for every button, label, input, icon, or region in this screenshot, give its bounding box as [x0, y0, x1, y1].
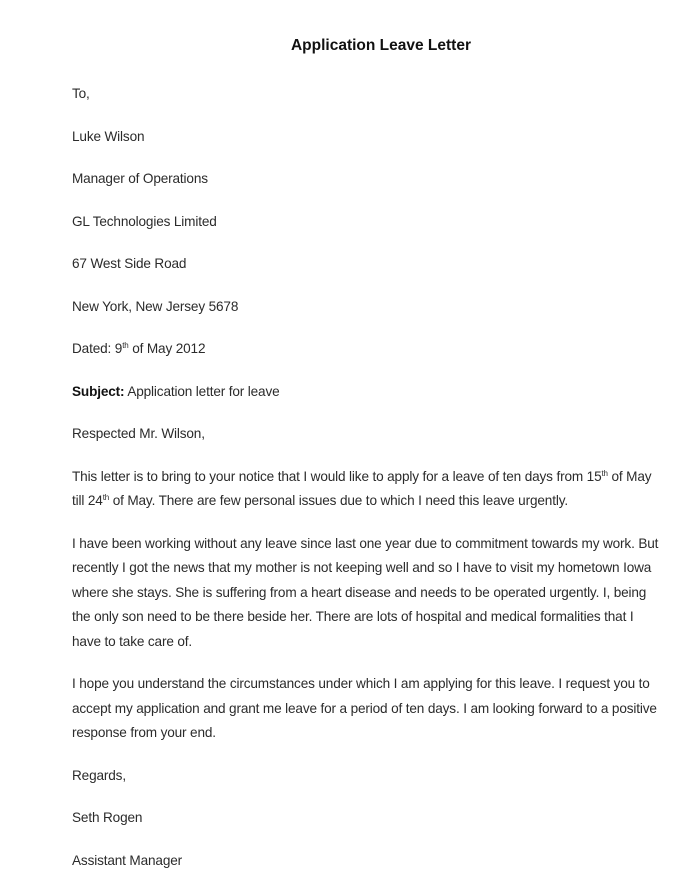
text-segment: To, — [72, 86, 90, 101]
text-line — [72, 697, 692, 722]
text-line — [72, 295, 692, 320]
ordinal-suffix: th — [601, 468, 608, 478]
letter-paragraph — [72, 465, 692, 514]
text-line — [72, 125, 692, 150]
text-segment: I have been working without any leave since last one year due to commitment towards my work. But — [72, 535, 659, 551]
text-segment: Dated: 9 — [72, 341, 123, 356]
text-segment: Luke Wilson — [72, 128, 145, 144]
letter-paragraph — [72, 167, 692, 192]
text-segment: Respected Mr. Wilson, — [72, 426, 205, 441]
text-line — [72, 380, 692, 405]
label-bold: Subject: — [72, 383, 125, 399]
letter-paragraph — [72, 672, 692, 746]
text-segment: of May 2012 — [128, 341, 206, 356]
text-line — [72, 605, 692, 630]
text-line — [72, 167, 692, 192]
text-segment: have to take care of. — [72, 633, 193, 649]
text-line — [72, 849, 692, 874]
letter-body — [72, 82, 692, 891]
text-segment: GL Technologies Limited — [72, 213, 217, 229]
text-line — [72, 252, 692, 277]
text-line — [72, 764, 692, 789]
text-segment: recently I got the news that my mother is not keeping well and so I have to visit my hometown Iowa — [72, 560, 652, 575]
text-line — [72, 489, 692, 514]
text-line — [72, 630, 692, 655]
text-segment: accept my application and grant me leave for a period of ten days. I am looking forward to a positive — [72, 700, 657, 716]
letter-paragraph — [72, 764, 692, 789]
text-line — [72, 581, 692, 606]
letter-paragraph — [72, 849, 692, 874]
text-segment: I hope you understand the circumstances under which I am applying for this leave. I request you to — [72, 676, 650, 691]
text-segment: This letter is to bring to your notice that I would like to apply for a leave of ten days from 15 — [72, 468, 602, 484]
letter-paragraph — [72, 82, 692, 107]
text-segment: 67 West Side Road — [72, 256, 187, 271]
text-line — [72, 532, 692, 557]
text-line — [72, 422, 692, 447]
text-line — [72, 806, 692, 831]
letter-paragraph — [72, 806, 692, 831]
letter-paragraph — [72, 380, 692, 405]
text-segment: Assistant Manager — [72, 852, 183, 868]
text-segment: New York, New Jersey 5678 — [72, 298, 239, 314]
text-line — [72, 465, 692, 490]
text-segment: the only son need to be there beside her. There are lots of hospital and medical formalities that I — [72, 609, 634, 624]
text-segment: Application letter for leave — [124, 383, 280, 399]
ordinal-suffix: th — [122, 341, 129, 350]
text-segment: till 24 — [72, 493, 103, 508]
letter-paragraph — [72, 337, 692, 362]
text-segment: Manager of Operations — [72, 171, 208, 186]
document-title: Application Leave Letter — [290, 37, 471, 54]
text-segment: of May — [607, 468, 652, 484]
ordinal-suffix: th — [102, 493, 110, 502]
text-line — [72, 337, 692, 362]
letter-paragraph — [72, 252, 692, 277]
letter-paragraph — [72, 210, 692, 235]
text-segment: Regards, — [72, 767, 126, 783]
text-line — [72, 556, 692, 581]
text-segment: Seth Rogen — [72, 810, 143, 825]
text-segment: response from your end. — [72, 725, 216, 740]
text-line — [72, 721, 692, 746]
letter-paragraph — [72, 422, 692, 447]
letter-paragraph — [72, 532, 692, 655]
text-line — [72, 672, 692, 697]
letter-paragraph — [72, 125, 692, 150]
letter-paragraph — [72, 295, 692, 320]
text-line — [72, 210, 692, 235]
text-line — [72, 82, 692, 107]
text-segment: of May. There are few personal issues due to which I need this leave urgently. — [109, 493, 568, 508]
text-segment: where she stays. She is suffering from a heart disease and needs to be operated urgently. I, being — [72, 584, 647, 600]
